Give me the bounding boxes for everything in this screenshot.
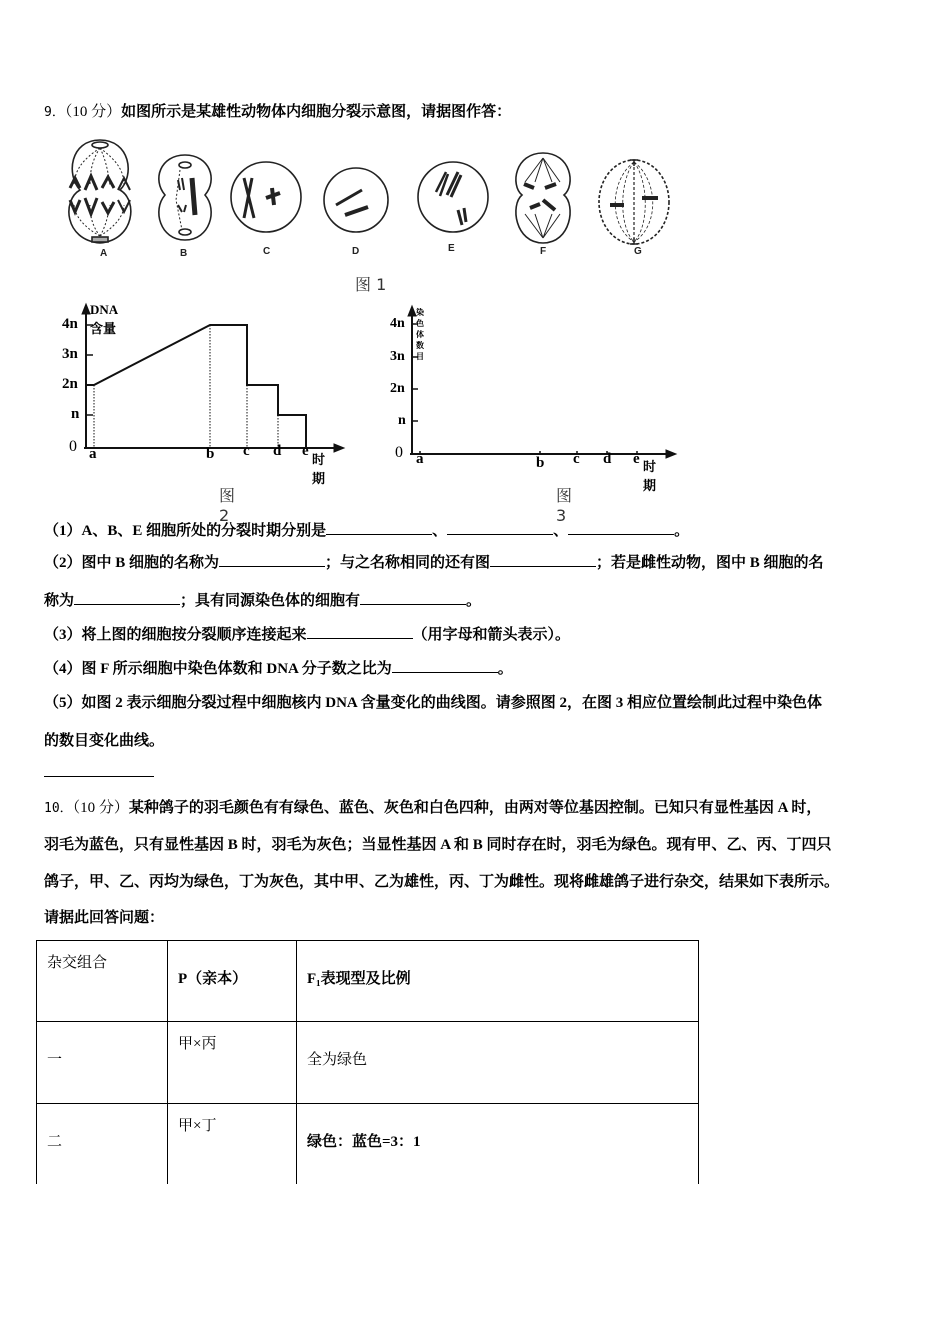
fig2-ytick-0: 0 <box>69 438 77 455</box>
figure-2-caption: 图 2 <box>219 486 236 525</box>
fig2-ytick-3n: 3n <box>62 346 78 362</box>
fig3-ytick-0: 0 <box>395 444 403 461</box>
q10-text-4: 请据此回答问题： <box>44 910 165 926</box>
header-cell-group <box>37 941 168 1022</box>
header-parents-text: P（亲本） <box>178 971 248 987</box>
answer-blank-2a[interactable] <box>219 552 325 567</box>
sub3-text: 将上图的细胞按分裂顺序连接起来 <box>81 627 307 643</box>
fig2-xtick-e: e <box>302 443 309 459</box>
q9-number: 9． <box>44 105 65 120</box>
cell-f1 <box>297 1022 699 1104</box>
q9-sub4 <box>44 658 513 679</box>
answer-blank-1c[interactable] <box>568 520 674 535</box>
cell-parents-text: 甲×丙 <box>178 1036 217 1052</box>
q9-sub1 <box>44 520 689 541</box>
fig2-xlabel: 时期 <box>312 452 326 486</box>
fig3-ytick-2n: 2n <box>390 381 405 396</box>
chromosome-number-plot <box>0 0 720 520</box>
answer-blank-2c[interactable] <box>74 590 180 605</box>
fig3-ytick-n: n <box>398 413 406 428</box>
header-cell-parents <box>168 941 297 1022</box>
cell-label-a: A <box>100 248 108 259</box>
fig3-ytick-3n: 3n <box>390 349 405 364</box>
table-row <box>37 1022 699 1104</box>
q9-sub5 <box>44 693 822 713</box>
q9-sub5-cont <box>44 731 164 751</box>
sub4-label: （4） <box>44 661 82 677</box>
fig2-ytick-n: n <box>71 406 80 422</box>
answer-blank-4[interactable] <box>392 658 498 673</box>
cell-label-d: D <box>352 246 360 257</box>
fig2-xtick-b: b <box>206 446 215 462</box>
sub5-text2: 的数目变化曲线。 <box>44 733 165 749</box>
q9-sub2 <box>44 552 824 573</box>
cell-label-b: B <box>180 248 188 259</box>
cell-group <box>37 1104 168 1186</box>
cell-label-f: F <box>540 246 547 257</box>
cell-f1-text: 绿色：蓝色=3：1 <box>307 1134 421 1150</box>
fig3-xtick-c: c <box>573 451 580 467</box>
q10-number: 10． <box>44 801 73 816</box>
fig3-xtick-a: a <box>416 451 424 467</box>
fig3-xtick-e: e <box>633 451 640 467</box>
sub2-text3: ；若是雌性动物，图中 B 细胞的名 <box>596 555 824 571</box>
cell-group-text: 二 <box>47 1134 63 1150</box>
q9-score: （10 分） <box>64 104 122 120</box>
sub2-text2: ；与之名称相同的还有图 <box>325 555 491 571</box>
cross-results-table <box>36 940 699 1186</box>
cell-label-c: C <box>263 246 271 257</box>
figure-1-caption: 图 1 <box>355 275 387 294</box>
sub2-text5: ；具有同源染色体的细胞有 <box>180 593 361 609</box>
sub4-end: 。 <box>497 661 513 677</box>
cell-f1-text: 全为绿色 <box>307 1052 368 1068</box>
fig3-ytick-4n: 4n <box>390 316 405 331</box>
cell-parents <box>168 1104 297 1186</box>
q10-line-4 <box>44 908 164 928</box>
fig3-xtick-b: b <box>536 455 545 471</box>
header-group-text: 杂交组合 <box>47 955 108 971</box>
sub5-label: （5） <box>44 695 82 711</box>
answer-blank-1b[interactable] <box>447 520 553 535</box>
q10-line-3 <box>44 872 839 892</box>
sub1-sep: 、 <box>553 523 569 539</box>
q10-line-2 <box>44 835 832 855</box>
fig3-xlabel: 时期 <box>643 459 657 493</box>
header-cell-f1 <box>297 941 699 1022</box>
q10-text-1: 某种鸽子的羽毛颜色有有绿色、蓝色、灰色和白色四种，由两对等位基因控制。已知只有显性基因 A 时， <box>128 800 822 816</box>
q10-text-3: 鸽子，甲、乙、丙均为绿色，丁为灰色，其中甲、乙为雄性，丙、丁为雌性。现将雌雄鸽子进行杂交，结果如下表所示。 <box>44 874 840 890</box>
sub1-end: 。 <box>674 523 690 539</box>
answer-blank-2b[interactable] <box>490 552 596 567</box>
sub4-text: 图 F 所示细胞中染色体数和 DNA 分子数之比为 <box>81 661 392 677</box>
cell-parents <box>168 1022 297 1104</box>
fig2-ylabel: DNA 含量 <box>90 302 118 336</box>
sub1-sep: 、 <box>432 523 448 539</box>
sub2-text1: 图中 B 细胞的名称为 <box>81 555 220 571</box>
q10-line-1 <box>44 798 821 819</box>
fig2-xtick-c: c <box>243 443 250 459</box>
fig2-ytick-2n: 2n <box>62 376 78 392</box>
cell-f1 <box>297 1104 699 1186</box>
cell-label-e: E <box>448 243 455 254</box>
page-cut-mask <box>30 1184 710 1204</box>
fig2-xtick-a: a <box>89 446 97 462</box>
sub3-label: （3） <box>44 627 82 643</box>
figure-3-caption: 图 3 <box>556 486 573 525</box>
q10-score: （10 分） <box>72 800 129 816</box>
sub5-text1: 如图 2 表示细胞分裂过程中细胞核内 DNA 含量变化的曲线图。请参照图 2，在图 3 相应位置绘制此过程中染色体 <box>81 695 822 711</box>
sub3-tail: （用字母和箭头表示）。 <box>412 627 571 643</box>
cell-group-text: 一 <box>47 1052 63 1068</box>
sub1-label: （1） <box>44 523 82 539</box>
q9-sub3 <box>44 624 570 645</box>
q10-text-2: 羽毛为蓝色，只有显性基因 B 时，羽毛为灰色；当显性基因 A 和 B 同时存在时，羽毛为绿色。现有甲、乙、丙、丁四只 <box>44 837 832 853</box>
q9-stem-text: 如图所示是某雄性动物体内细胞分裂示意图，请据图作答： <box>121 104 512 120</box>
q9-sub2-cont <box>44 590 481 611</box>
sub2-text4: 称为 <box>44 593 75 609</box>
sub2-end: 。 <box>466 593 482 609</box>
cell-label-g: G <box>634 246 642 257</box>
table-header-row <box>37 941 699 1022</box>
table-row <box>37 1104 699 1186</box>
answer-blank-1a[interactable] <box>326 520 432 535</box>
header-f1-text: F₁表现型及比例 <box>307 971 411 987</box>
answer-blank-5[interactable] <box>44 776 154 777</box>
answer-blank-3[interactable] <box>307 624 413 639</box>
cell-group <box>37 1022 168 1104</box>
answer-blank-2d[interactable] <box>360 590 466 605</box>
fig2-xtick-d: d <box>273 443 282 459</box>
fig2-ytick-4n: 4n <box>62 316 78 332</box>
fig3-xtick-d: d <box>603 451 612 467</box>
sub1-text: A、B、E 细胞所处的分裂时期分别是 <box>81 523 327 539</box>
sub2-label: （2） <box>44 555 82 571</box>
fig3-ylabel: 染色体数目 <box>416 308 424 361</box>
cell-parents-text: 甲×丁 <box>178 1118 217 1134</box>
